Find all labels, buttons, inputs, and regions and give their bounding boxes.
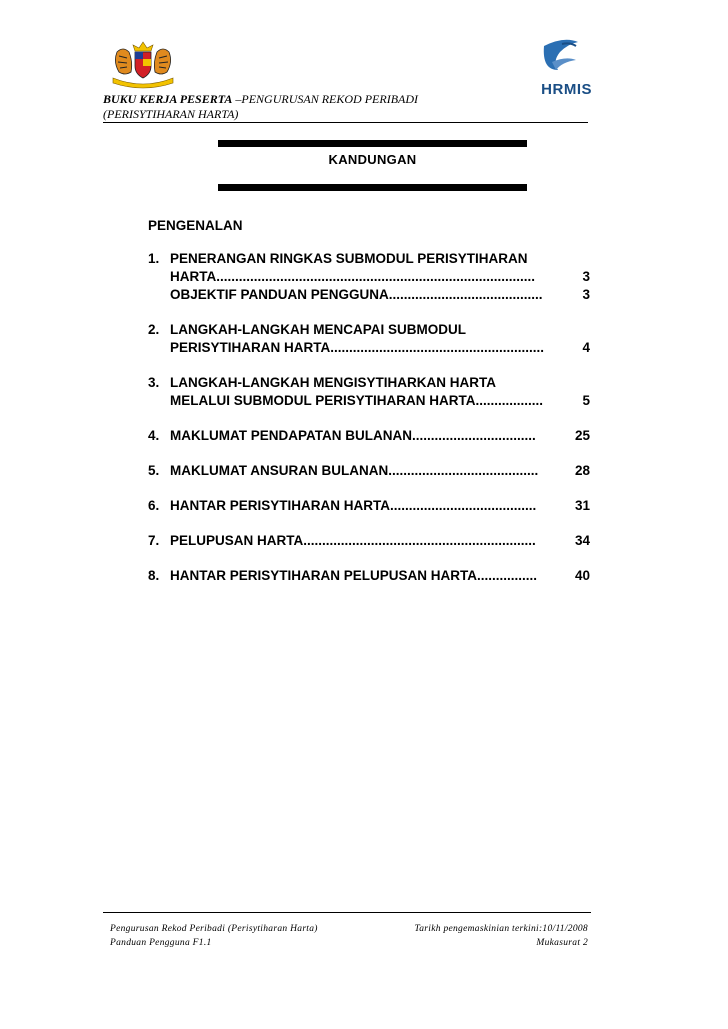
coat-of-arms-emblem	[103, 38, 183, 90]
toc-item-text: LANGKAH-LANGKAH MENGISYTIHARKAN HARTA	[170, 375, 496, 390]
table-of-contents	[148, 250, 590, 602]
toc-item-text: OBJEKTIF PANDUAN PENGGUNA.........................................	[170, 287, 543, 302]
footer-left-line1: Pengurusan Rekod Peribadi (Perisytiharan Harta)	[110, 924, 318, 934]
footer-left-line2: Panduan Pengguna F1.1	[110, 938, 212, 948]
toc-item-text: MAKLUMAT ANSURAN BULANAN........................................	[170, 463, 539, 478]
toc-item-page: 31	[574, 498, 590, 513]
toc-item-text: PELUPUSAN HARTA..............................................................	[170, 533, 536, 548]
toc-item	[148, 427, 590, 445]
toc-item-line	[170, 392, 590, 410]
toc-item-line	[170, 374, 590, 392]
title-bar-bottom	[218, 184, 527, 191]
toc-item-text: HANTAR PERISYTIHARAN HARTA.......................................	[170, 498, 537, 513]
toc-item	[148, 567, 590, 585]
toc-item-page: 5	[582, 393, 590, 408]
toc-item-page: 3	[582, 287, 590, 302]
toc-item-number: 8.	[148, 568, 160, 583]
hrmis-logo	[522, 36, 592, 98]
toc-item-text: MELALUI SUBMODUL PERISYTIHARAN HARTA..................	[170, 393, 544, 408]
toc-item-text: PERISYTIHARAN HARTA.........................................................	[170, 340, 545, 355]
toc-item-page: 3	[582, 269, 590, 284]
toc-item-text: HARTA.....................................................................................	[170, 269, 536, 284]
toc-item-number: 6.	[148, 498, 160, 513]
hrmis-logo-text: HRMIS	[541, 81, 592, 98]
header-subtitle: (PERISYTIHARAN HARTA)	[103, 107, 239, 121]
toc-item	[148, 462, 590, 480]
hrmis-swoosh-icon	[522, 36, 592, 78]
title-bar-top	[218, 140, 527, 147]
footer-page-number: Mukasurat 2	[536, 938, 588, 948]
toc-item	[148, 374, 590, 410]
toc-item-page: 34	[574, 533, 590, 548]
header-title-rest: –PENGURUSAN REKOD PERIBADI	[232, 92, 419, 106]
toc-item-text: LANGKAH-LANGKAH MENCAPAI SUBMODUL	[170, 322, 466, 337]
toc-item-line	[170, 268, 590, 286]
toc-item-number: 2.	[148, 322, 160, 337]
toc-intro: PENGENALAN	[148, 218, 243, 233]
toc-item-line	[170, 339, 590, 357]
header-divider	[103, 122, 588, 123]
toc-item	[148, 321, 590, 357]
header-title-bold: BUKU KERJA PESERTA	[103, 92, 233, 106]
footer-right-line1: Tarikh pengemaskinian terkini:10/11/2008	[414, 924, 588, 934]
toc-item-page: 28	[574, 463, 590, 478]
toc-item-line	[170, 286, 590, 304]
toc-item-number: 3.	[148, 375, 160, 390]
toc-item	[148, 250, 590, 304]
toc-item-line	[170, 321, 590, 339]
toc-item-number: 4.	[148, 428, 160, 443]
toc-item-page: 40	[574, 568, 590, 583]
toc-item-line	[170, 427, 590, 445]
toc-item-page: 25	[574, 428, 590, 443]
page-title: KANDUNGAN	[328, 152, 417, 167]
toc-item-line	[170, 250, 590, 268]
toc-item-line	[170, 497, 590, 515]
toc-item-line	[170, 567, 590, 585]
toc-item	[148, 532, 590, 550]
toc-item-number: 7.	[148, 533, 160, 548]
toc-item-text: PENERANGAN RINGKAS SUBMODUL PERISYTIHARAN	[170, 251, 528, 266]
toc-item-line	[170, 462, 590, 480]
toc-item	[148, 497, 590, 515]
toc-item-text: MAKLUMAT PENDAPATAN BULANAN.................................	[170, 428, 536, 443]
footer-divider	[103, 912, 591, 913]
toc-item-page: 4	[582, 340, 590, 355]
header-title	[103, 92, 418, 107]
toc-item-number: 1.	[148, 251, 160, 266]
toc-item-text: HANTAR PERISYTIHARAN PELUPUSAN HARTA................	[170, 568, 538, 583]
toc-item-number: 5.	[148, 463, 160, 478]
toc-item-line	[170, 532, 590, 550]
